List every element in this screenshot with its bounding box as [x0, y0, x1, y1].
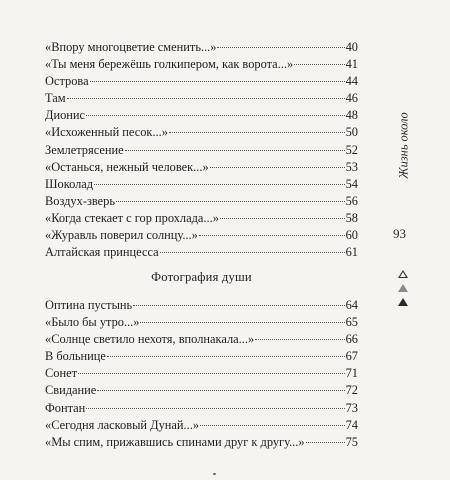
toc-entry-page: 75 — [345, 434, 358, 449]
toc-entry[interactable] — [45, 348, 358, 365]
dot-leader — [220, 218, 345, 219]
dot-leader — [107, 356, 345, 357]
dot-leader — [97, 390, 344, 391]
toc-entry-page: 58 — [345, 210, 358, 225]
toc-list-part-2 — [45, 297, 358, 451]
toc-entry-page: 53 — [345, 159, 358, 174]
toc-entry-page: 67 — [345, 349, 358, 364]
toc-entry[interactable] — [45, 193, 358, 210]
toc-entry-page: 50 — [345, 125, 358, 140]
toc-entry-title: «Останься, нежный человек...» — [45, 159, 209, 174]
triangle-grey-icon — [398, 284, 408, 292]
toc-entry[interactable] — [45, 124, 358, 141]
toc-entry-title: Фонтан — [45, 400, 86, 415]
toc-entry[interactable] — [45, 297, 358, 314]
toc-entry-title: Шоколад — [45, 176, 94, 191]
toc-entry[interactable] — [45, 210, 358, 227]
toc-entry-title: Дионис — [45, 108, 86, 123]
toc-entry-page: 73 — [345, 400, 358, 415]
toc-entry-title: Алтайская принцесса — [45, 245, 159, 260]
toc-entry-page: 74 — [345, 417, 358, 432]
toc-entry-page: 66 — [345, 332, 358, 347]
toc-entry-page: 41 — [345, 57, 358, 72]
toc-entry[interactable] — [45, 365, 358, 382]
triangle-dark-icon — [398, 298, 408, 306]
dot-leader — [200, 425, 345, 426]
toc-entry[interactable] — [45, 244, 358, 261]
toc-entry-title: «Журавль поверил солнцу...» — [45, 228, 198, 243]
toc-entry[interactable] — [45, 417, 358, 434]
toc-entry-page: 52 — [345, 142, 358, 157]
toc-entry[interactable] — [45, 56, 358, 73]
toc-entry-page: 44 — [345, 74, 358, 89]
triangle-outline-icon — [398, 270, 408, 278]
toc-entry[interactable] — [45, 176, 358, 193]
toc-entry-title: «Мы спим, прижавшись спинами друг к другу...» — [45, 434, 305, 449]
dot-leader — [160, 252, 345, 253]
dot-leader — [67, 98, 345, 99]
print-speck — [213, 473, 216, 475]
toc-entry[interactable] — [45, 331, 358, 348]
toc-entry[interactable] — [45, 434, 358, 451]
toc-entry[interactable] — [45, 107, 358, 124]
toc-entry-title: Острова — [45, 74, 89, 89]
toc-entry-title: Оптина пустынь — [45, 298, 133, 312]
dot-leader — [94, 184, 345, 185]
toc-entry-page: 72 — [345, 383, 358, 398]
toc-entry-page: 48 — [345, 108, 358, 123]
toc-entry-page: 46 — [345, 91, 358, 106]
toc-entry[interactable] — [45, 400, 358, 417]
toc-entry-page: 65 — [345, 315, 358, 330]
toc-entry-title: Землетрясение — [45, 142, 124, 157]
dot-leader — [86, 115, 345, 116]
dot-leader — [140, 322, 344, 323]
toc-entry-title: «Исхоженный песок...» — [45, 125, 168, 140]
dot-leader — [86, 408, 344, 409]
toc-entry-page: 56 — [345, 193, 358, 208]
dot-leader — [294, 64, 344, 65]
toc-entry-page: 60 — [345, 228, 358, 243]
toc-entry-page: 61 — [345, 245, 358, 260]
toc-entry-page: 64 — [345, 298, 358, 312]
section-heading: Фотография души — [151, 270, 252, 284]
toc-entry[interactable] — [45, 227, 358, 244]
dot-leader — [255, 339, 344, 340]
toc-entry[interactable] — [45, 90, 358, 107]
toc-entry-title: «Впору многоцветие сменить...» — [45, 40, 217, 54]
toc-entry[interactable] — [45, 39, 358, 56]
running-head — [392, 88, 416, 203]
toc-entry[interactable] — [45, 142, 358, 159]
dot-leader — [125, 150, 345, 151]
page-number: 93 — [393, 226, 406, 241]
toc-entry[interactable] — [45, 382, 358, 399]
dot-leader — [306, 442, 345, 443]
toc-list-part-1 — [45, 39, 358, 261]
dot-leader — [169, 132, 345, 133]
toc-entry-title: «Ты меня бережёшь голкипером, как ворота...» — [45, 57, 294, 72]
dot-leader — [90, 81, 345, 82]
toc-entry-title: «Было бы утро...» — [45, 315, 140, 330]
toc-entry-page: 40 — [345, 40, 358, 54]
dot-leader — [133, 305, 344, 306]
toc-entry-title: Воздух-зверь — [45, 193, 115, 208]
toc-entry-page: 71 — [345, 366, 358, 381]
toc-entry-title: «Солнце светило нехотя, вполнакала...» — [45, 332, 255, 347]
toc-entry[interactable] — [45, 314, 358, 331]
toc-entry-title: «Сегодня ласковый Дунай...» — [45, 417, 200, 432]
dot-leader — [210, 167, 345, 168]
toc-entry-page: 54 — [345, 176, 358, 191]
dot-leader — [217, 47, 344, 48]
toc-entry[interactable] — [45, 73, 358, 90]
toc-entry[interactable] — [45, 159, 358, 176]
dot-leader — [199, 235, 345, 236]
toc-entry-title: Сонет — [45, 366, 78, 381]
dot-leader — [78, 373, 345, 374]
toc-entry-title: Свидание — [45, 383, 97, 398]
margin-markers — [398, 270, 412, 312]
toc-entry-title: «Когда стекает с гор прохлада...» — [45, 210, 219, 225]
toc-entry-title: Там — [45, 91, 66, 106]
toc-entry-title: В больнице — [45, 349, 106, 364]
dot-leader — [116, 201, 345, 202]
running-head-text: Жизнь около — [396, 112, 411, 179]
